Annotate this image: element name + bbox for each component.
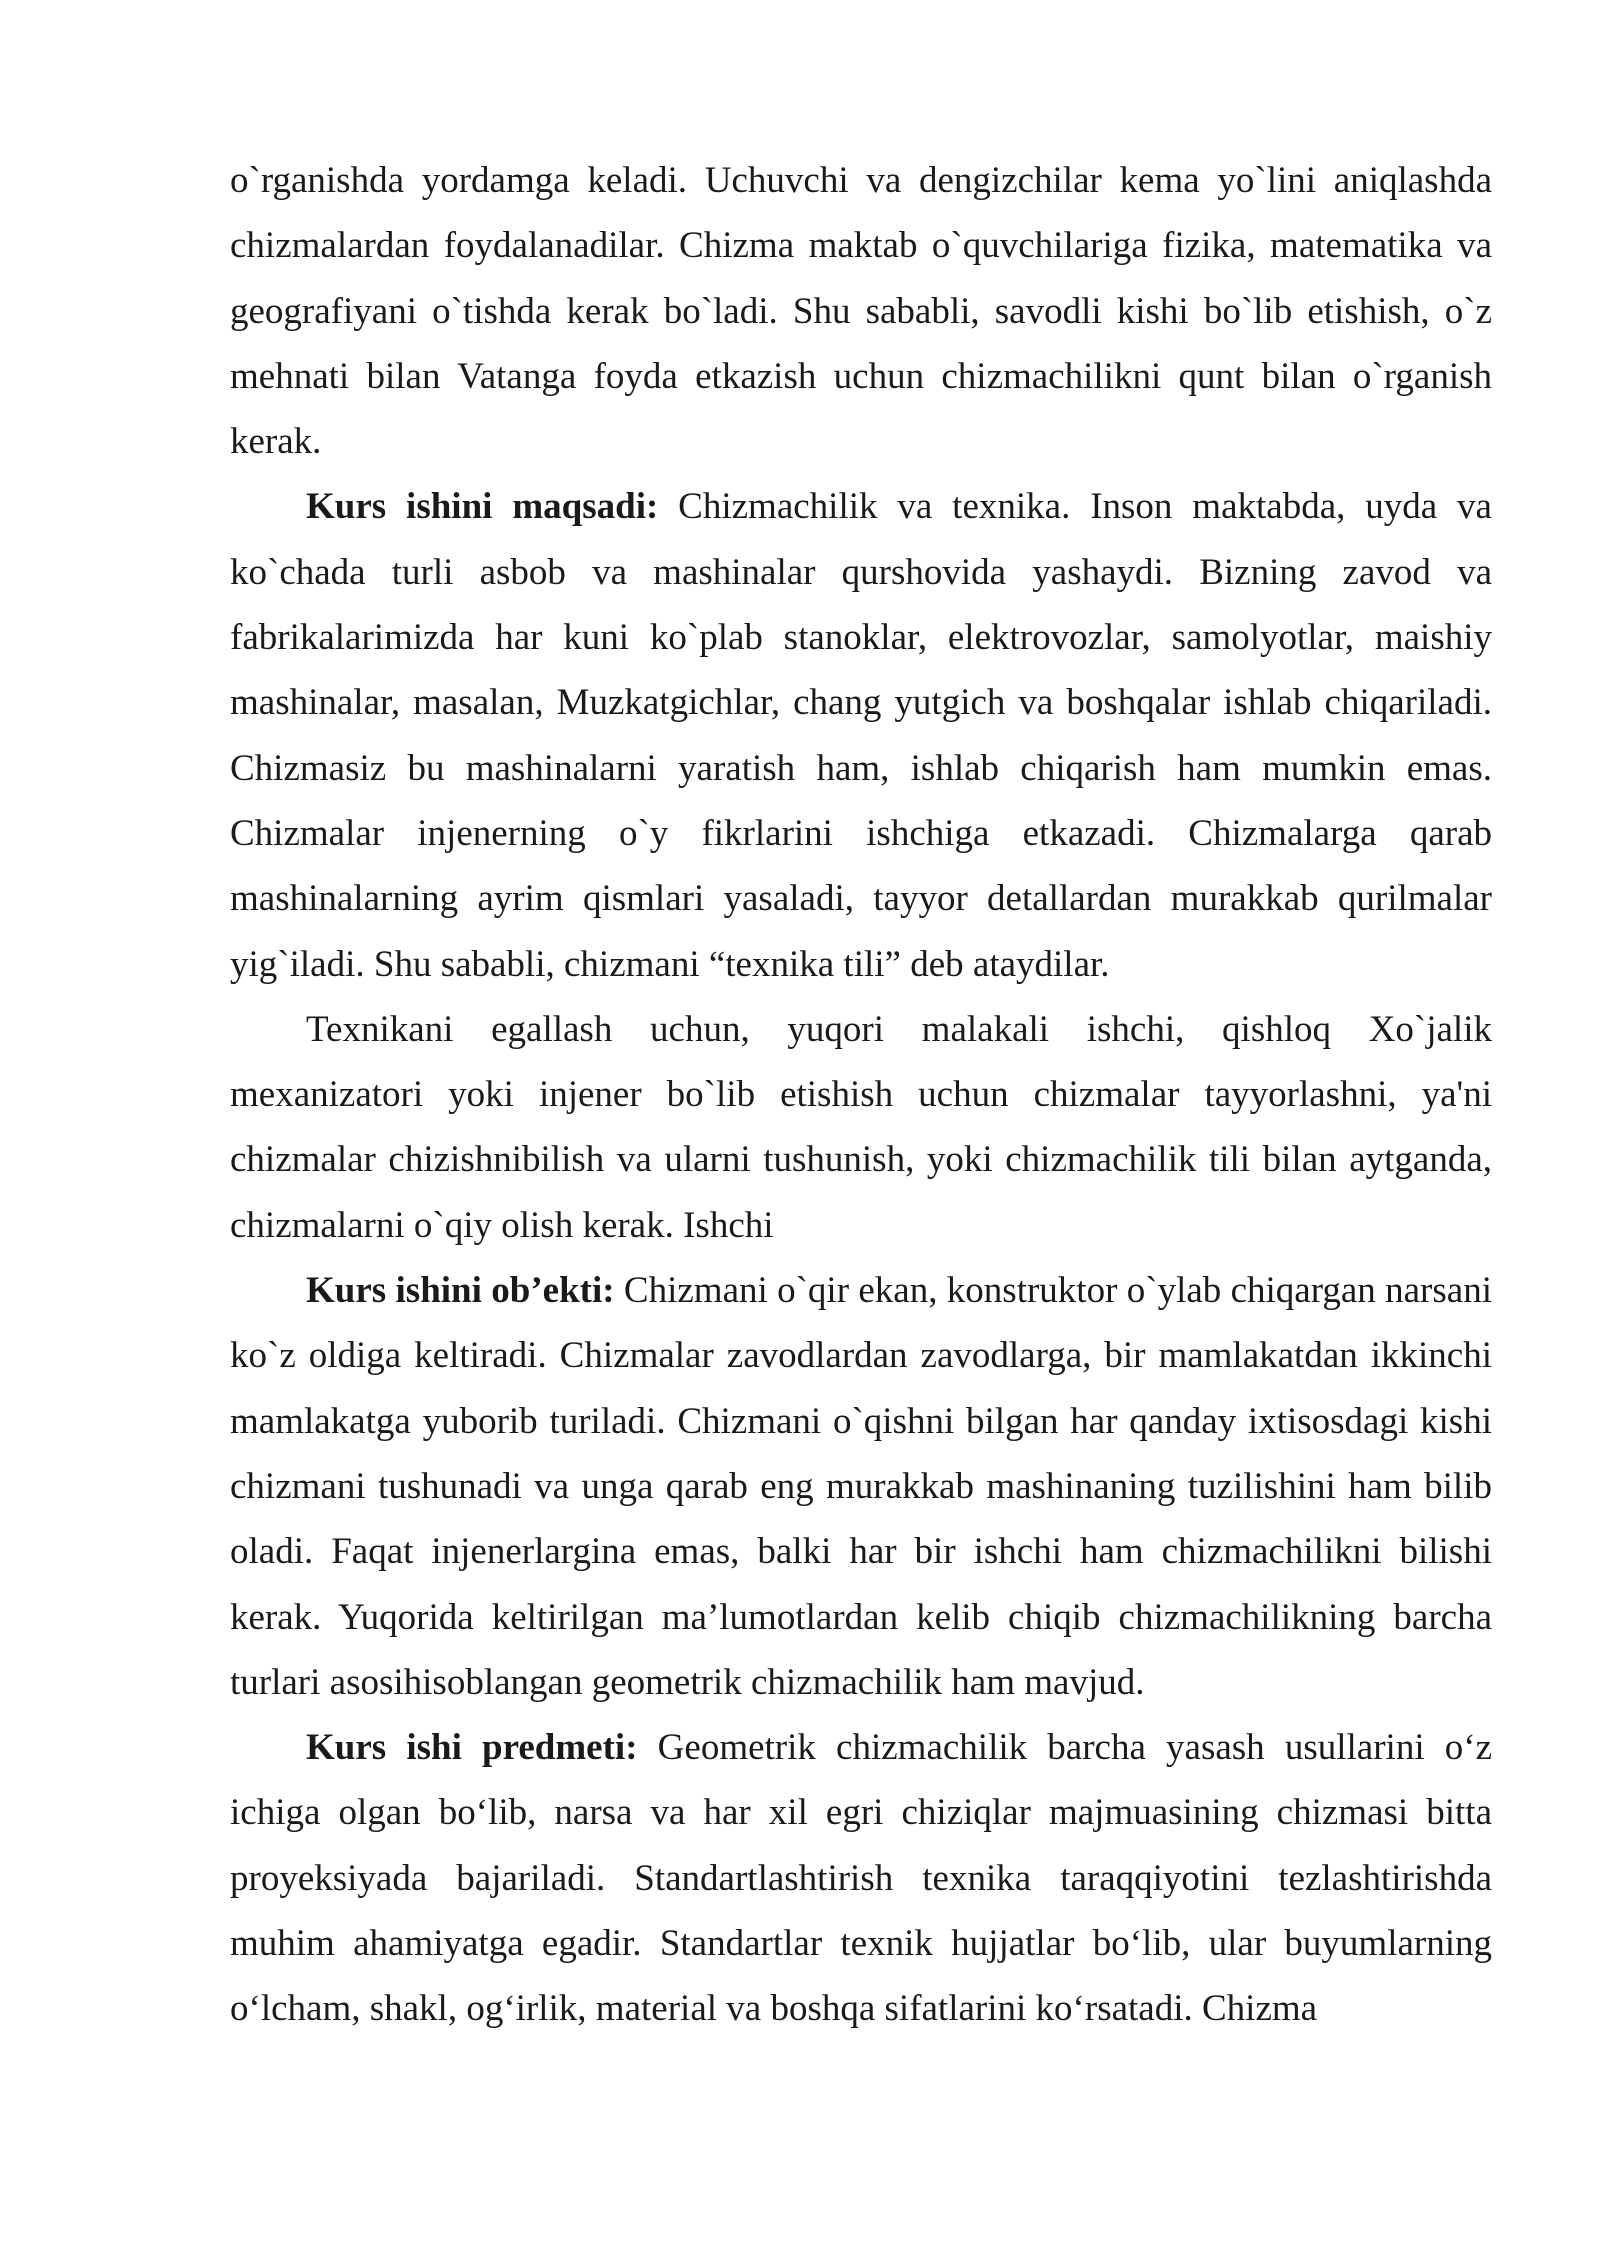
paragraph-heading: Kurs ishi predmeti: [306,1727,638,1769]
paragraph-heading: Kurs ishini maqsadi: [306,486,659,528]
paragraph-text: Texnikani egallash uchun, yuqori malakali ishchi, qishloq Xo`jalik mexanizatori yoki injener bo`lib etishish uchun chizmalar tayyorlashni, ya'ni chizmalar chizishnibilish va ularni tushunish, yoki chizmachilik tili bilan aytganda, chizmalarni o`qiy olish kerak. Ishchi [230,1008,1492,1246]
paragraph-intro [230,148,1492,474]
paragraph-subject [230,1715,1492,2041]
paragraph-goal [230,474,1492,996]
paragraph-text: o`rganishda yordamga keladi. Uchuvchi va dengizchilar kema yo`lini aniqlashda chizmalardan foydalanadilar. Chizma maktab o`quvchilariga fizika, matematika va geografiyani o`tishda kerak bo`ladi. Shu sababli, savodli kishi bo`lib etishish, o`z mehnati bilan Vatanga foyda etkazish uchun chizmachilikni qunt bilan o`rganish kerak. [230,160,1492,463]
paragraph-text: Chizmani o`qir ekan, konstruktor o`ylab chiqargan narsani ko`z oldiga keltiradi. Chizmalar zavodlardan zavodlarga, bir mamlakatdan ikkinchi mamlakatga yuborib turiladi. Chizmani o`qishni bilgan har qanday ixtisosdagi kishi chizmani tushunadi va unga qarab eng murakkab mashinaning tuzilishini ham bilib oladi. Faqat injenerlargina emas, balki har bir ishchi ham chizmachilikni bilishi kerak. Yuqorida keltirilgan ma’lumotlardan kelib chiqib chizmachilikning barcha turlari asosihisoblangan geometrik chizmachilik ham mavjud. [230,1270,1492,1703]
document-page [230,148,1492,2042]
paragraph-technique [230,997,1492,1258]
paragraph-text: Chizmachilik va texnika. Inson maktabda, uyda va ko`chada turli asbob va mashinalar qurshovida yashaydi. Bizning zavod va fabrikalarimizda har kuni ko`plab stanoklar, elektrovozlar, samolyotlar, maishiy mashinalar, masalan, Muzkatgichlar, chang yutgich va boshqalar ishlab chiqariladi. Chizmasiz bu mashinalarni yaratish ham, ishlab chiqarish ham mumkin emas. Chizmalar injenerning o`y fikrlarini ishchiga etkazadi. Chizmalarga qarab mashinalarning ayrim qismlari yasaladi, tayyor detallardan murakkab qurilmalar yig`iladi. Shu sababli, chizmani “texnika tili” deb ataydilar. [230,486,1492,985]
paragraph-text: Geometrik chizmachilik barcha yasash usullarini o‘z ichiga olgan bo‘lib, narsa va har xil egri chiziqlar majmuasining chizmasi bitta proyeksiyada bajariladi. Standartlashtirish texnika taraqqiyotini tezlashtirishda muhim ahamiyatga egadir. Standartlar texnik hujjatlar bo‘lib, ular buyumlarning o‘lcham, shakl, og‘irlik, material va boshqa sifatlarini ko‘rsatadi. Chizma [230,1727,1492,2030]
paragraph-object [230,1258,1492,1715]
paragraph-heading: Kurs ishini ob’ekti: [306,1270,615,1312]
